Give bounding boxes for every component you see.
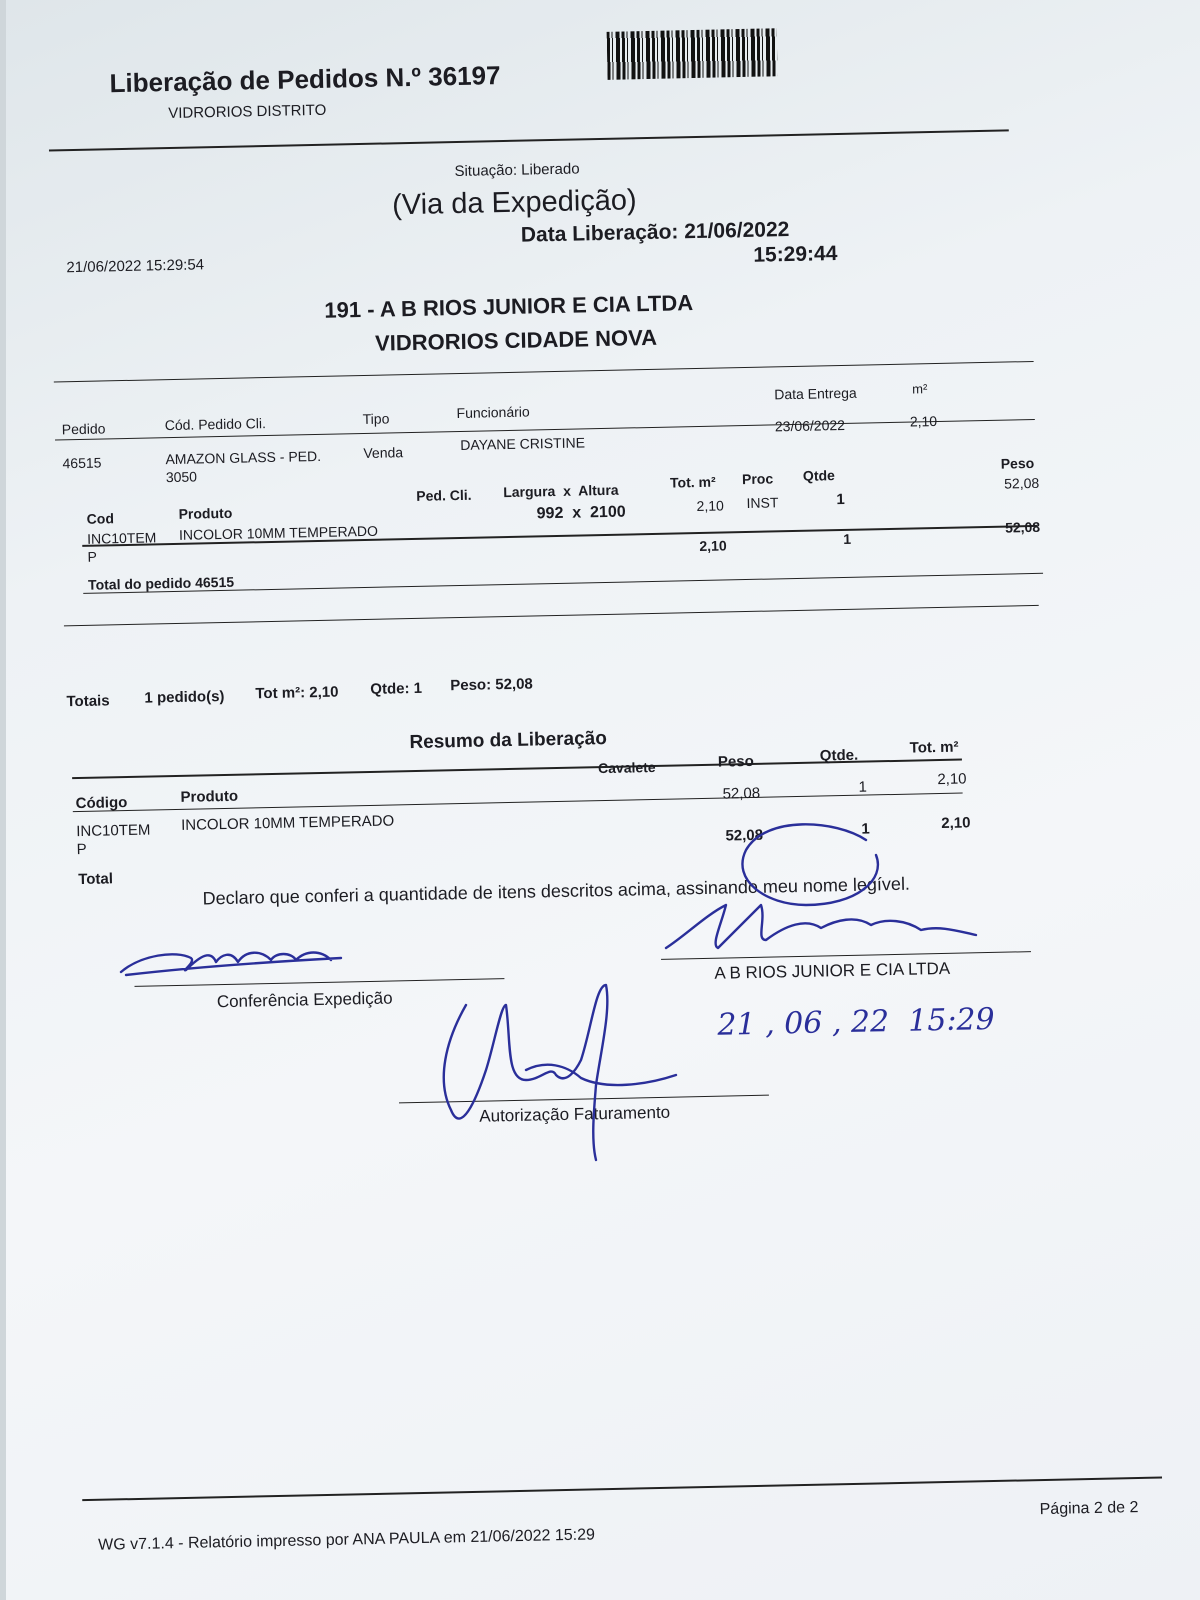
signature-label-autorizacao: Autorização Faturamento bbox=[479, 1102, 671, 1126]
col-ped-cli: Ped. Cli. bbox=[416, 486, 472, 504]
col-data-entrega: Data Entrega bbox=[774, 384, 857, 403]
summary-col-peso: Peso bbox=[717, 752, 754, 771]
col-m2: m² bbox=[912, 381, 928, 397]
summary-peso: 52,08 bbox=[722, 784, 761, 803]
signature-line-conferencia bbox=[134, 978, 504, 987]
document-subtitle: VIDRORIOS DISTRITO bbox=[168, 101, 327, 123]
signature-label-cliente: A B RIOS JUNIOR E CIA LTDA bbox=[714, 958, 951, 983]
subtotal-peso: 52,08 bbox=[1004, 518, 1041, 536]
col-qtde: Qtde bbox=[802, 467, 836, 484]
item-peso: 52,08 bbox=[1003, 474, 1040, 492]
cod-pedido-cli-line2: 3050 bbox=[165, 468, 198, 486]
summary-col-cavalete: Cavalete bbox=[597, 758, 656, 777]
document-sheet bbox=[6, 0, 1200, 1600]
client-name: 191 - A B RIOS JUNIOR E CIA LTDA bbox=[324, 290, 694, 323]
subtotal-qtde: 1 bbox=[843, 530, 852, 547]
item-tot-m2: 2,10 bbox=[696, 497, 724, 515]
summary-col-produto: Produto bbox=[180, 787, 239, 806]
print-datetime: 21/06/2022 15:29:54 bbox=[66, 256, 205, 277]
document-title: Liberação de Pedidos N.º 36197 bbox=[109, 60, 501, 99]
release-time: 15:29:44 bbox=[753, 242, 838, 267]
col-tot-m2: Tot. m² bbox=[669, 473, 716, 491]
section-divider bbox=[54, 361, 1034, 383]
data-entrega-value: 23/06/2022 bbox=[774, 416, 846, 435]
col-cod-pedido-cli: Cód. Pedido Cli. bbox=[164, 415, 267, 434]
col-funcionario: Funcionário bbox=[456, 403, 530, 422]
col-largura-altura: Largura x Altura bbox=[503, 481, 619, 501]
status-text: Situação: Liberado bbox=[454, 160, 580, 181]
signature-line-autorizacao bbox=[399, 1095, 769, 1104]
footer-printed-by: WG v7.1.4 - Relatório impresso por ANA PAULA em 21/06/2022 15:29 bbox=[98, 1526, 596, 1554]
footer-divider bbox=[82, 1477, 1162, 1502]
footer-page-number: Página 2 de 2 bbox=[1039, 1499, 1139, 1519]
item-proc: INST bbox=[746, 494, 779, 511]
funcionario-value: DAYANE CRISTINE bbox=[460, 434, 586, 453]
summary-col-tot-m2: Tot. m² bbox=[909, 738, 959, 757]
declaration-text: Declaro que conferi a quantidade de itens descritos acima, assinando meu nome legível. bbox=[202, 873, 911, 909]
totals-peso: Peso: 52,08 bbox=[450, 675, 533, 695]
handwritten-date: 21 , 06 , 22 15:29 bbox=[717, 1001, 996, 1043]
summary-total-qtde: 1 bbox=[861, 820, 870, 838]
cod-pedido-cli-line1: AMAZON GLASS - PED. bbox=[165, 447, 322, 468]
summary-col-qtde: Qtde. bbox=[819, 746, 859, 765]
item-dimensions: 992 x 2100 bbox=[536, 503, 626, 523]
summary-total-peso: 52,08 bbox=[725, 826, 764, 845]
totals-m2: Tot m²: 2,10 bbox=[255, 683, 339, 703]
summary-produto: INCOLOR 10MM TEMPERADO bbox=[180, 812, 395, 834]
item-produto: INCOLOR 10MM TEMPERADO bbox=[178, 522, 379, 543]
col-proc: Proc bbox=[741, 470, 774, 488]
order-block-divider bbox=[64, 605, 1039, 626]
col-peso: Peso bbox=[1000, 454, 1035, 472]
tipo-value: Venda bbox=[363, 444, 404, 462]
summary-total-m2: 2,10 bbox=[941, 814, 971, 832]
signature-label-conferencia: Conferência Expedição bbox=[216, 988, 393, 1012]
pedido-number: 46515 bbox=[62, 454, 102, 472]
client-store: VIDRORIOS CIDADE NOVA bbox=[374, 324, 658, 356]
totals-pedidos: 1 pedido(s) bbox=[144, 687, 225, 707]
m2-value: 2,10 bbox=[909, 412, 938, 430]
summary-codigo-line2: P bbox=[76, 840, 87, 859]
document-page bbox=[6, 0, 1200, 1600]
col-pedido: Pedido bbox=[61, 420, 106, 438]
barcode bbox=[607, 28, 778, 80]
totals-label: Totais bbox=[66, 692, 110, 711]
item-qtde: 1 bbox=[836, 490, 845, 509]
col-produto: Produto bbox=[178, 504, 233, 522]
item-cod-line1: INC10TEM bbox=[86, 529, 157, 547]
summary-total-label: Total bbox=[78, 870, 114, 889]
summary-title: Resumo da Liberação bbox=[409, 727, 608, 754]
summary-qtde: 1 bbox=[858, 778, 868, 796]
copy-type: (Via da Expedição) bbox=[391, 184, 637, 222]
item-cod-line2: P bbox=[87, 548, 98, 565]
header-divider bbox=[49, 129, 1009, 151]
summary-col-codigo: Código bbox=[75, 794, 128, 813]
subtotal-m2: 2,10 bbox=[699, 537, 727, 554]
col-tipo: Tipo bbox=[362, 410, 390, 428]
totals-qtde: Qtde: 1 bbox=[370, 679, 423, 698]
order-total-label: Total do pedido 46515 bbox=[87, 573, 235, 593]
release-date: Data Liberação: 21/06/2022 bbox=[520, 218, 790, 247]
col-cod: Cod bbox=[86, 510, 115, 527]
summary-tot-m2: 2,10 bbox=[937, 770, 967, 789]
summary-codigo-line1: INC10TEM bbox=[76, 821, 151, 841]
signature-line-cliente bbox=[661, 951, 1031, 960]
